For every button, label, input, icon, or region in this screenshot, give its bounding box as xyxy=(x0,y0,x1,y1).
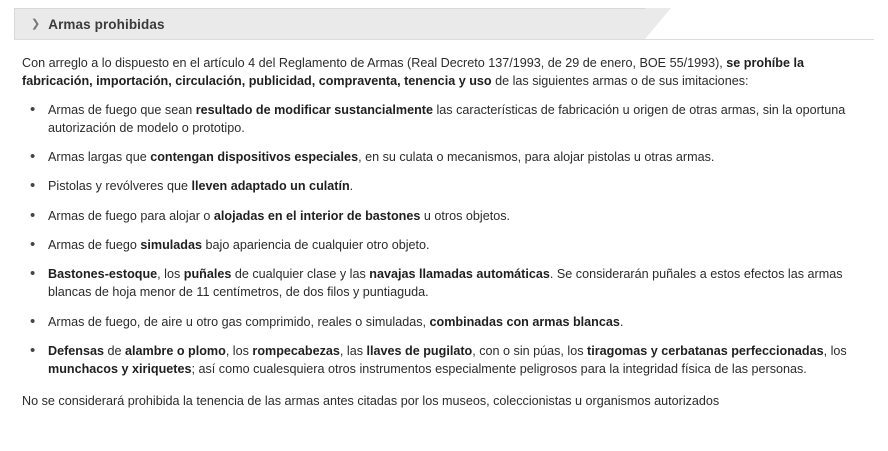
intro-paragraph: Con arreglo a lo dispuesto en el artículo 4 del Reglamento de Armas (Real Decreto 137/1993, de 29 de enero, BOE 55/1993), se prohíbe la fabricación, importación, circulación, publicidad, compraventa, tenencia y uso de las siguientes armas o de sus imitaciones: xyxy=(22,56,804,89)
chevron-right-icon: ❯ xyxy=(31,17,41,30)
section-header xyxy=(14,8,645,39)
document-page xyxy=(0,8,888,451)
page-title: Armas prohibidas xyxy=(48,16,165,32)
list-item: • Bastones-estoque, los puñales de cualquier clase y las navajas llamadas automáticas. Se considerarán puñales a estos efectos las armas blancas de hoja menor de 11 centímetros, de dos filos y puntiaguda. xyxy=(22,265,872,302)
list-item: • Armas de fuego para alojar o alojadas en el interior de bastones u otros objetos. xyxy=(22,207,872,225)
prohibited-weapons-list xyxy=(22,101,872,379)
list-item: • Armas largas que contengan dispositivos especiales, en su culata o mecanismos, para alojar pistolas u otras armas. xyxy=(22,148,872,166)
closing-paragraph: No se considerará prohibida la tenencia de las armas antes citadas por los museos, coleccionistas u organismos autorizados xyxy=(22,394,720,409)
document-content xyxy=(0,40,888,411)
list-item: • Armas de fuego, de aire u otro gas comprimido, reales o simuladas, combinadas con armas blancas. xyxy=(22,313,872,331)
list-item: • Defensas de alambre o plomo, los rompecabezas, las llaves de pugilato, con o sin púas, los tiragomas y cerbatanas perfeccionadas, los munchacos y xiriquetes; así como cualesquiera otros instrumentos especialmente peligrosos para la integridad física de las personas. xyxy=(22,342,872,379)
list-item: • Armas de fuego simuladas bajo apariencia de cualquier otro objeto. xyxy=(22,236,872,254)
list-item: • Pistolas y revólveres que lleven adaptado un culatín. xyxy=(22,177,872,195)
list-item: • Armas de fuego que sean resultado de modificar sustancialmente las características de fabricación u origen de otras armas, sin la oportuna autorización de modelo o prototipo. xyxy=(22,101,872,138)
